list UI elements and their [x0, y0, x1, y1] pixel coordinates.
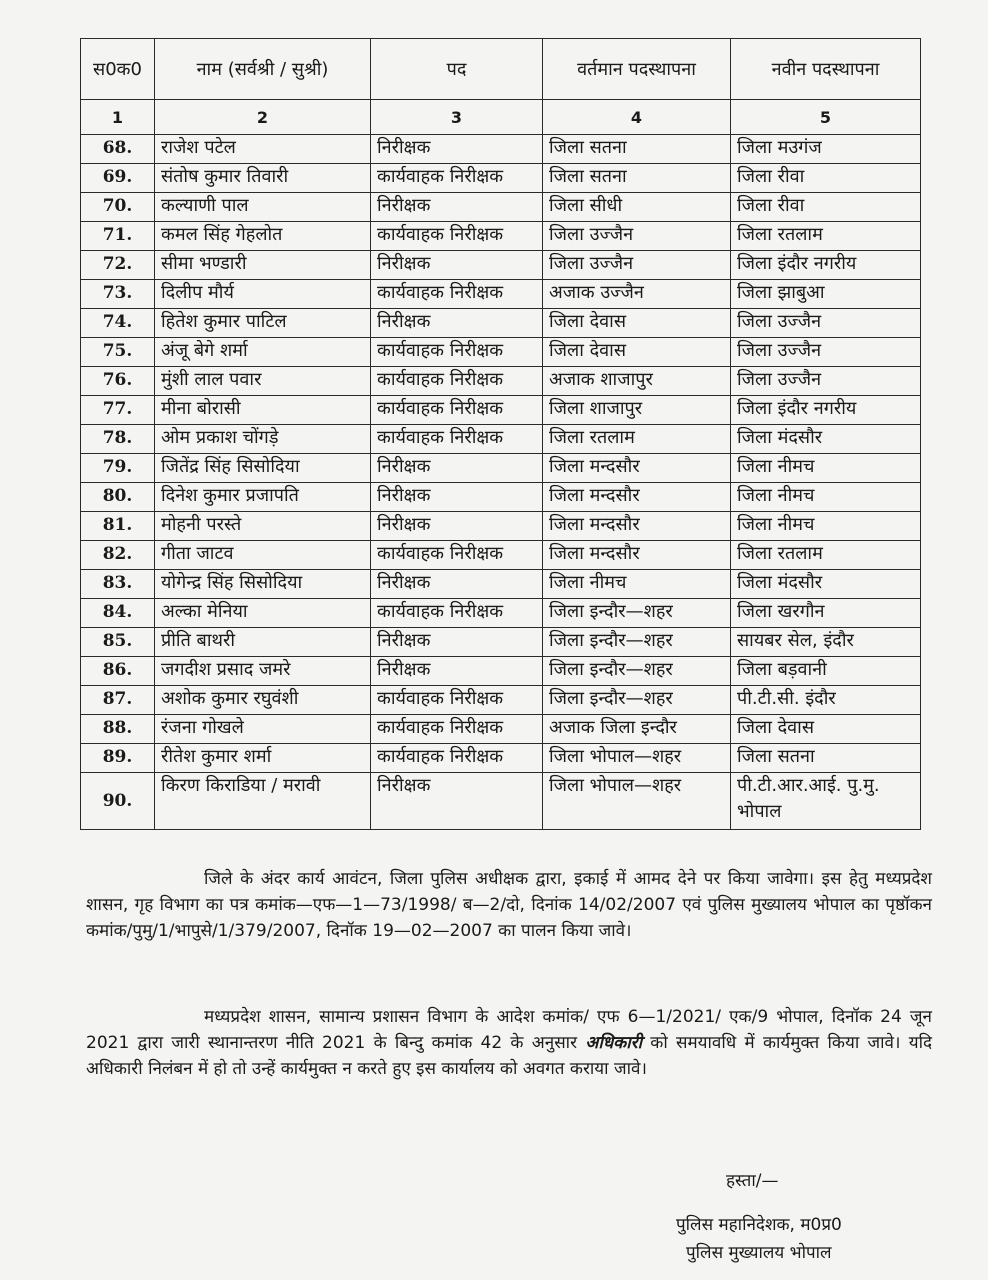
column-number: 1 — [81, 100, 155, 135]
serial-number-cell: 78. — [81, 425, 155, 454]
table-row — [81, 367, 921, 396]
name-cell: दिलीप मौर्य — [155, 280, 371, 309]
serial-number-cell: 72. — [81, 251, 155, 280]
post-cell: कार्यवाहक निरीक्षक — [371, 164, 543, 193]
current-posting-cell: जिला रतलाम — [543, 425, 731, 454]
current-posting-cell: जिला इन्दौर—शहर — [543, 686, 731, 715]
name-cell: हितेश कुमार पाटिल — [155, 309, 371, 338]
post-cell: कार्यवाहक निरीक्षक — [371, 599, 543, 628]
current-posting-cell: जिला भोपाल—शहर — [543, 744, 731, 773]
serial-number-cell: 80. — [81, 483, 155, 512]
post-cell: निरीक्षक — [371, 657, 543, 686]
new-posting-cell: जिला उज्जैन — [731, 367, 921, 396]
serial-number-cell: 69. — [81, 164, 155, 193]
serial-number-cell: 83. — [81, 570, 155, 599]
post-cell: निरीक्षक — [371, 628, 543, 657]
serial-number-cell: 88. — [81, 715, 155, 744]
current-posting-cell: जिला देवास — [543, 309, 731, 338]
current-posting-cell: जिला मन्दसौर — [543, 483, 731, 512]
post-cell: निरीक्षक — [371, 570, 543, 599]
current-posting-cell: जिला इन्दौर—शहर — [543, 599, 731, 628]
new-posting-cell: जिला रतलाम — [731, 541, 921, 570]
column-number: 4 — [543, 100, 731, 135]
serial-number-cell: 90. — [81, 773, 155, 830]
paragraph-text: मध्यप्रदेश शासन, सामान्य प्रशासन विभाग के आदेश कमांक/ एफ 6—1/2021/ एक/9 भोपाल, दिनॉक 24 जून 2021 द्वारा जारी स्थानान्तरण नीति 2021 के बिन्दु कमांक 42 के अनुसार — [86, 1007, 932, 1053]
post-cell: निरीक्षक — [371, 193, 543, 222]
table-row — [81, 251, 921, 280]
current-posting-cell: जिला इन्दौर—शहर — [543, 628, 731, 657]
name-cell: मुंशी लाल पवार — [155, 367, 371, 396]
table-row — [81, 222, 921, 251]
post-cell: निरीक्षक — [371, 251, 543, 280]
serial-number-cell: 77. — [81, 396, 155, 425]
header-sno: स0क0 — [81, 39, 155, 100]
post-cell: कार्यवाहक निरीक्षक — [371, 715, 543, 744]
new-posting-cell: जिला खरगौन — [731, 599, 921, 628]
current-posting-cell: अजाक जिला इन्दौर — [543, 715, 731, 744]
header-name: नाम (सर्वश्री / सुश्री) — [155, 39, 371, 100]
name-cell: प्रीति बाथरी — [155, 628, 371, 657]
column-number: 3 — [371, 100, 543, 135]
signatory-designation: पुलिस महानिदेशक, म0प्र0 — [676, 1215, 842, 1235]
new-posting-cell: पी.टी.सी. इंदौर — [731, 686, 921, 715]
new-posting-cell: जिला इंदौर नगरीय — [731, 396, 921, 425]
current-posting-cell: जिला मन्दसौर — [543, 454, 731, 483]
new-posting-cell: सायबर सेल, इंदौर — [731, 628, 921, 657]
name-cell: अंजू बेगे शर्मा — [155, 338, 371, 367]
name-cell: राजेश पटेल — [155, 135, 371, 164]
table-row — [81, 599, 921, 628]
table-row — [81, 628, 921, 657]
new-posting-cell: जिला इंदौर नगरीय — [731, 251, 921, 280]
post-cell: निरीक्षक — [371, 773, 543, 830]
post-cell: निरीक्षक — [371, 454, 543, 483]
table-row — [81, 280, 921, 309]
current-posting-cell: जिला उज्जैन — [543, 251, 731, 280]
table-row — [81, 396, 921, 425]
emphasized-word: अधिकारी — [585, 1033, 642, 1053]
new-posting-cell: जिला रीवा — [731, 164, 921, 193]
name-cell: रीतेश कुमार शर्मा — [155, 744, 371, 773]
table-row — [81, 715, 921, 744]
current-posting-cell: जिला सीधी — [543, 193, 731, 222]
table-row — [81, 744, 921, 773]
paragraph-text: को समयावधि में कार्यमुक्त किया जावे। यदि अधिकारी निलंबन में हो तो उन्हें कार्यमुक्त न करते हुए इस कार्यालय को अवगत कराया जावे। — [86, 1033, 933, 1079]
table-row — [81, 135, 921, 164]
new-posting-cell: जिला नीमच — [731, 454, 921, 483]
name-cell: जगदीश प्रसाद जमरे — [155, 657, 371, 686]
current-posting-cell: जिला देवास — [543, 338, 731, 367]
table-row — [81, 425, 921, 454]
column-number: 5 — [731, 100, 921, 135]
current-posting-cell: अजाक शाजापुर — [543, 367, 731, 396]
serial-number-cell: 82. — [81, 541, 155, 570]
serial-number-cell: 70. — [81, 193, 155, 222]
current-posting-cell: जिला भोपाल—शहर — [543, 773, 731, 830]
new-posting-cell: पी.टी.आर.आई. पु.मु. भोपाल — [731, 773, 921, 830]
name-cell: रंजना गोखले — [155, 715, 371, 744]
current-posting-cell: जिला उज्जैन — [543, 222, 731, 251]
paragraph-relieving-order — [86, 1004, 932, 1082]
table-row — [81, 773, 921, 830]
table-row — [81, 657, 921, 686]
new-posting-cell: जिला रतलाम — [731, 222, 921, 251]
new-posting-cell: जिला मंदसौर — [731, 425, 921, 454]
post-cell: कार्यवाहक निरीक्षक — [371, 425, 543, 454]
table-row — [81, 193, 921, 222]
column-number: 2 — [155, 100, 371, 135]
table-header-row — [81, 39, 921, 100]
name-cell: कमल सिंह गेहलोत — [155, 222, 371, 251]
post-cell: कार्यवाहक निरीक्षक — [371, 744, 543, 773]
post-cell: निरीक्षक — [371, 135, 543, 164]
name-cell: दिनेश कुमार प्रजापति — [155, 483, 371, 512]
serial-number-cell: 84. — [81, 599, 155, 628]
serial-number-cell: 71. — [81, 222, 155, 251]
name-cell: गीता जाटव — [155, 541, 371, 570]
current-posting-cell: जिला नीमच — [543, 570, 731, 599]
current-posting-cell: जिला मन्दसौर — [543, 512, 731, 541]
new-posting-cell: जिला नीमच — [731, 483, 921, 512]
new-posting-cell: जिला बड़वानी — [731, 657, 921, 686]
serial-number-cell: 74. — [81, 309, 155, 338]
name-cell: संतोष कुमार तिवारी — [155, 164, 371, 193]
post-cell: निरीक्षक — [371, 309, 543, 338]
new-posting-cell: जिला मउगंज — [731, 135, 921, 164]
new-posting-cell: जिला झाबुआ — [731, 280, 921, 309]
current-posting-cell: जिला मन्दसौर — [543, 541, 731, 570]
name-cell: जितेंद्र सिंह सिसोदिया — [155, 454, 371, 483]
name-cell: सीमा भण्डारी — [155, 251, 371, 280]
name-cell: ओम प्रकाश चोंगड़े — [155, 425, 371, 454]
current-posting-cell: जिला शाजापुर — [543, 396, 731, 425]
transfer-table — [80, 38, 921, 830]
serial-number-cell: 75. — [81, 338, 155, 367]
new-posting-cell: जिला मंदसौर — [731, 570, 921, 599]
paragraph-work-allocation: जिले के अंदर कार्य आवंटन, जिला पुलिस अधीक्षक द्वारा, इकाई में आमद देने पर किया जावेगा। इस हेतु मध्यप्रदेश शासन, गृह विभाग का पत्र कमांक—एफ—1—73/1998/ ब—2/दो, दिनांक 14/02/2007 एवं पुलिस मुख्यालय भोपाल का पृष्ठॉकन कमांक/पुमु/1/भापुसे/1/379/2007, दिनॉक 19—02—2007 का पालन किया जावे। — [86, 869, 932, 941]
table-row — [81, 309, 921, 338]
table-row — [81, 338, 921, 367]
serial-number-cell: 68. — [81, 135, 155, 164]
serial-number-cell: 81. — [81, 512, 155, 541]
new-posting-cell: जिला देवास — [731, 715, 921, 744]
table-row — [81, 164, 921, 193]
table-row — [81, 454, 921, 483]
name-cell: अल्का मेनिया — [155, 599, 371, 628]
serial-number-cell: 79. — [81, 454, 155, 483]
signed-mark: हस्ता/— — [726, 1171, 779, 1191]
header-post: पद — [371, 39, 543, 100]
post-cell: कार्यवाहक निरीक्षक — [371, 686, 543, 715]
post-cell: निरीक्षक — [371, 483, 543, 512]
post-cell: कार्यवाहक निरीक्षक — [371, 280, 543, 309]
serial-number-cell: 86. — [81, 657, 155, 686]
name-cell: मीना बोरासी — [155, 396, 371, 425]
name-cell: मोहनी परस्ते — [155, 512, 371, 541]
serial-number-cell: 73. — [81, 280, 155, 309]
table-row — [81, 570, 921, 599]
post-cell: कार्यवाहक निरीक्षक — [371, 396, 543, 425]
new-posting-cell: जिला उज्जैन — [731, 309, 921, 338]
table-row — [81, 541, 921, 570]
post-cell: कार्यवाहक निरीक्षक — [371, 222, 543, 251]
post-cell: कार्यवाहक निरीक्षक — [371, 367, 543, 396]
column-number-row — [81, 100, 921, 135]
current-posting-cell: जिला सतना — [543, 164, 731, 193]
signatory-office: पुलिस मुख्यालय भोपाल — [686, 1243, 832, 1263]
new-posting-cell: जिला रीवा — [731, 193, 921, 222]
name-cell: किरण किराडिया / मरावी — [155, 773, 371, 830]
header-new-posting: नवीन पदस्थापना — [731, 39, 921, 100]
post-cell: कार्यवाहक निरीक्षक — [371, 541, 543, 570]
new-posting-cell: जिला नीमच — [731, 512, 921, 541]
current-posting-cell: जिला सतना — [543, 135, 731, 164]
current-posting-cell: जिला इन्दौर—शहर — [543, 657, 731, 686]
serial-number-cell: 85. — [81, 628, 155, 657]
new-posting-cell: जिला सतना — [731, 744, 921, 773]
current-posting-cell: अजाक उज्जैन — [543, 280, 731, 309]
header-current-posting: वर्तमान पदस्थापना — [543, 39, 731, 100]
post-cell: निरीक्षक — [371, 512, 543, 541]
table-row — [81, 686, 921, 715]
name-cell: योगेन्द्र सिंह सिसोदिया — [155, 570, 371, 599]
post-cell: कार्यवाहक निरीक्षक — [371, 338, 543, 367]
serial-number-cell: 76. — [81, 367, 155, 396]
table-row — [81, 512, 921, 541]
serial-number-cell: 89. — [81, 744, 155, 773]
name-cell: अशोक कुमार रघुवंशी — [155, 686, 371, 715]
new-posting-cell: जिला उज्जैन — [731, 338, 921, 367]
name-cell: कल्याणी पाल — [155, 193, 371, 222]
table-row — [81, 483, 921, 512]
serial-number-cell: 87. — [81, 686, 155, 715]
